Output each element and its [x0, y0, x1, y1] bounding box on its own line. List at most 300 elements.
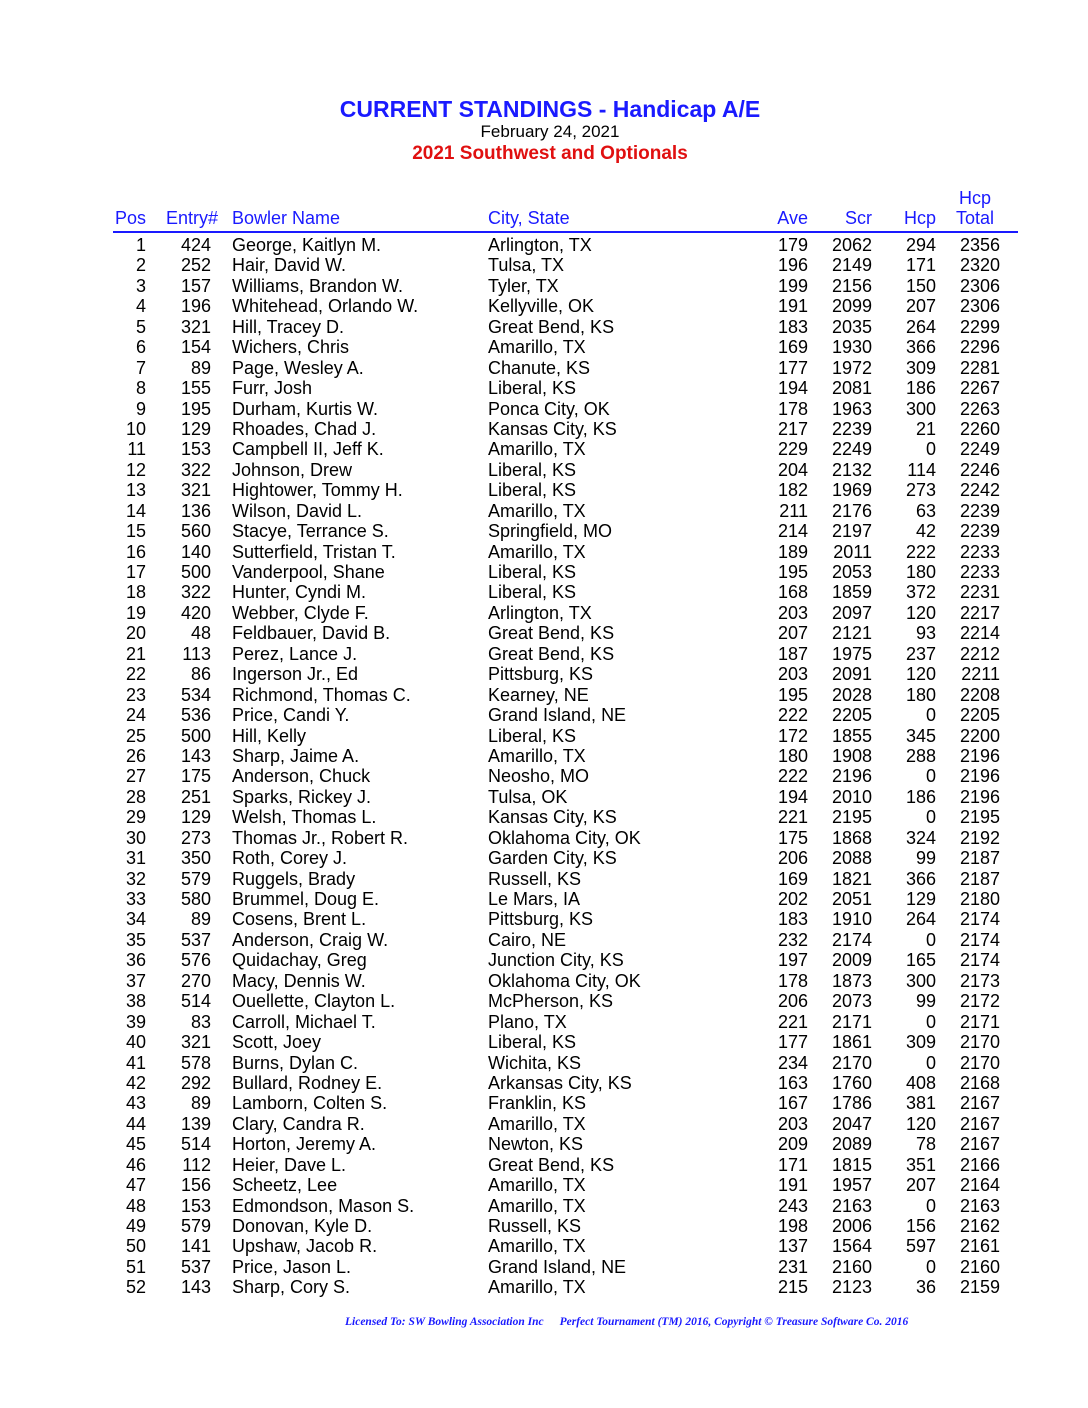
cell-city-state: Amarillo, TX [488, 541, 586, 562]
table-row [0, 705, 1088, 725]
cell-pos: 20 [125, 623, 146, 644]
cell-hcp-total: 2208 [959, 684, 1000, 705]
cell-city-state: Great Bend, KS [488, 623, 615, 644]
cell-pos: 26 [125, 745, 146, 766]
cell-handicap: 120 [905, 602, 936, 623]
cell-average: 206 [777, 848, 808, 869]
cell-pos: 35 [125, 929, 146, 950]
table-row [0, 317, 1088, 337]
cell-entry: 48 [190, 623, 211, 644]
cell-bowler-name: Quidachay, Greg [232, 950, 367, 971]
cell-scratch: 2073 [831, 991, 872, 1012]
table-row [0, 787, 1088, 807]
table-row [0, 991, 1088, 1011]
cell-bowler-name: Cosens, Brent L. [232, 909, 367, 930]
cell-entry: 321 [180, 316, 211, 337]
cell-city-state: Pittsburg, KS [488, 664, 594, 685]
table-row [0, 1236, 1088, 1256]
footer [345, 1316, 1045, 1328]
cell-average: 168 [777, 582, 808, 603]
cell-entry: 140 [180, 541, 211, 562]
cell-pos: 40 [125, 1032, 146, 1053]
cell-entry: 292 [180, 1072, 211, 1093]
cell-city-state: Amarillo, TX [488, 1277, 586, 1298]
cell-bowler-name: Hunter, Cyndi M. [232, 582, 367, 603]
table-row [0, 889, 1088, 909]
cell-handicap: 207 [905, 1175, 936, 1196]
cell-hcp-total: 2168 [959, 1072, 1000, 1093]
cell-city-state: Chanute, KS [488, 357, 591, 378]
cell-handicap: 222 [905, 541, 936, 562]
cell-city-state: Tulsa, OK [488, 786, 568, 807]
tournament-name: 2021 Southwest and Optionals [412, 143, 688, 164]
cell-hcp-total: 2249 [959, 439, 1000, 460]
table-row [0, 562, 1088, 582]
cell-average: 177 [777, 357, 808, 378]
col-header-city: City, State [488, 208, 570, 228]
cell-city-state: Kearney, NE [488, 684, 589, 705]
cell-average: 222 [777, 705, 808, 726]
col-header-total-top: Hcp [959, 188, 992, 208]
cell-bowler-name: Williams, Brandon W. [232, 275, 404, 296]
cell-hcp-total: 2164 [959, 1175, 1000, 1196]
cell-entry: 514 [180, 1134, 211, 1155]
cell-handicap: 0 [925, 766, 936, 787]
cell-city-state: Great Bend, KS [488, 316, 615, 337]
cell-hcp-total: 2306 [959, 296, 1000, 317]
table-row [0, 337, 1088, 357]
cell-average: 167 [777, 1093, 808, 1114]
cell-bowler-name: Sutterfield, Tristan T. [232, 541, 396, 562]
cell-scratch: 2028 [831, 684, 872, 705]
table-row [0, 1134, 1088, 1154]
cell-city-state: Liberal, KS [488, 480, 577, 501]
cell-pos: 39 [125, 1011, 146, 1032]
cell-city-state: Springfield, MO [488, 521, 613, 542]
cell-bowler-name: Sharp, Jaime A. [232, 745, 360, 766]
cell-city-state: Garden City, KS [488, 848, 617, 869]
cell-hcp-total: 2246 [959, 459, 1000, 480]
cell-pos: 30 [125, 827, 146, 848]
cell-handicap: 0 [925, 1256, 936, 1277]
cell-average: 178 [777, 970, 808, 991]
cell-bowler-name: Price, Jason L. [232, 1256, 352, 1277]
cell-handicap: 237 [905, 643, 936, 664]
cell-pos: 36 [125, 950, 146, 971]
cell-average: 177 [777, 1032, 808, 1053]
cell-pos: 33 [125, 889, 146, 909]
table-row [0, 685, 1088, 705]
cell-handicap: 99 [915, 991, 936, 1012]
cell-hcp-total: 2296 [959, 337, 1000, 358]
cell-handicap: 0 [925, 807, 936, 828]
table-row [0, 848, 1088, 868]
cell-pos: 37 [125, 970, 146, 991]
cell-city-state: Wichita, KS [488, 1052, 582, 1073]
cell-bowler-name: Webber, Clyde F. [232, 602, 369, 623]
table-row [0, 235, 1088, 255]
cell-pos: 25 [125, 725, 146, 746]
table-row [0, 582, 1088, 602]
cell-average: 221 [777, 807, 808, 828]
cell-hcp-total: 2205 [959, 705, 1000, 726]
cell-hcp-total: 2166 [959, 1154, 1000, 1175]
cell-entry: 129 [180, 418, 211, 439]
cell-scratch: 2163 [831, 1195, 872, 1216]
cell-handicap: 288 [905, 745, 936, 766]
cell-hcp-total: 2159 [959, 1277, 1000, 1298]
cell-entry: 153 [180, 439, 211, 460]
cell-pos: 14 [125, 500, 146, 521]
cell-scratch: 2089 [831, 1134, 872, 1155]
cell-bowler-name: Roth, Corey J. [232, 848, 348, 869]
cell-average: 206 [777, 991, 808, 1012]
cell-scratch: 1821 [831, 868, 872, 889]
table-row [0, 623, 1088, 643]
cell-entry: 89 [190, 357, 211, 378]
cell-city-state: Amarillo, TX [488, 439, 586, 460]
cell-hcp-total: 2163 [959, 1195, 1000, 1216]
cell-entry: 536 [180, 705, 211, 726]
cell-hcp-total: 2174 [959, 950, 1000, 971]
cell-handicap: 300 [905, 970, 936, 991]
cell-hcp-total: 2320 [959, 255, 1000, 276]
cell-handicap: 597 [905, 1236, 936, 1257]
cell-scratch: 2009 [831, 950, 872, 971]
cell-pos: 42 [125, 1072, 146, 1093]
cell-bowler-name: Feldbauer, David B. [232, 623, 391, 644]
cell-entry: 350 [180, 848, 211, 869]
cell-scratch: 1760 [831, 1072, 872, 1093]
cell-average: 211 [779, 500, 808, 521]
cell-pos: 52 [125, 1277, 146, 1298]
cell-scratch: 2121 [831, 623, 872, 644]
cell-entry: 273 [180, 827, 211, 848]
cell-pos: 11 [127, 439, 146, 460]
cell-bowler-name: Page, Wesley A. [232, 357, 364, 378]
footer-copyright: Perfect Tournament (TM) 2016, Copyright © Treasure Software Co. 2016 [559, 1316, 909, 1328]
cell-hcp-total: 2187 [959, 868, 1000, 889]
cell-scratch: 2123 [831, 1277, 872, 1298]
table-row [0, 971, 1088, 991]
table-row [0, 909, 1088, 929]
cell-city-state: Plano, TX [488, 1011, 567, 1032]
cell-handicap: 156 [905, 1216, 936, 1236]
cell-pos: 49 [125, 1216, 146, 1236]
cell-handicap: 0 [925, 1011, 936, 1032]
cell-bowler-name: Heier, Dave L. [232, 1154, 347, 1175]
cell-bowler-name: Bullard, Rodney E. [232, 1072, 383, 1093]
cell-pos: 46 [125, 1154, 146, 1175]
report-date: February 24, 2021 [480, 122, 620, 141]
cell-scratch: 2249 [831, 439, 872, 460]
cell-bowler-name: Wilson, David L. [232, 500, 363, 521]
cell-entry: 251 [180, 786, 211, 807]
cell-handicap: 381 [905, 1093, 936, 1114]
cell-average: 189 [777, 541, 808, 562]
cell-entry: 156 [180, 1175, 211, 1196]
cell-scratch: 2239 [831, 418, 872, 439]
cell-pos: 31 [125, 848, 146, 869]
col-header-ave: Ave [777, 208, 808, 228]
cell-bowler-name: Lamborn, Colten S. [232, 1093, 388, 1114]
cell-bowler-name: Wichers, Chris [232, 337, 350, 358]
cell-pos: 50 [125, 1236, 146, 1257]
cell-average: 195 [777, 562, 808, 582]
table-row [0, 1093, 1088, 1113]
cell-bowler-name: Brummel, Doug E. [232, 889, 380, 909]
cell-city-state: Oklahoma City, OK [488, 827, 641, 848]
cell-bowler-name: Edmondson, Mason S. [232, 1195, 415, 1216]
cell-scratch: 2196 [831, 766, 872, 787]
table-row [0, 460, 1088, 480]
table-row [0, 419, 1088, 439]
cell-city-state: Arkansas City, KS [488, 1072, 632, 1093]
cell-bowler-name: Horton, Jeremy A. [232, 1134, 377, 1155]
cell-entry: 500 [180, 562, 211, 582]
table-row [0, 276, 1088, 296]
cell-scratch: 2097 [831, 602, 872, 623]
cell-hcp-total: 2233 [959, 541, 1000, 562]
cell-entry: 153 [180, 1195, 211, 1216]
cell-pos: 17 [125, 562, 146, 582]
cell-pos: 38 [125, 991, 146, 1012]
cell-bowler-name: Scott, Joey [232, 1032, 322, 1053]
cell-handicap: 366 [905, 337, 936, 358]
cell-average: 195 [777, 684, 808, 705]
cell-scratch: 2011 [833, 541, 872, 562]
header-divider [113, 231, 1018, 233]
cell-hcp-total: 2174 [959, 909, 1000, 930]
cell-average: 232 [777, 929, 808, 950]
cell-hcp-total: 2172 [959, 991, 1000, 1012]
cell-handicap: 408 [905, 1072, 936, 1093]
table-row [0, 1257, 1088, 1277]
cell-handicap: 120 [905, 664, 936, 685]
cell-handicap: 93 [915, 623, 936, 644]
cell-pos: 7 [135, 357, 146, 378]
cell-hcp-total: 2239 [959, 500, 1000, 521]
cell-handicap: 186 [905, 786, 936, 807]
cell-scratch: 1868 [831, 827, 872, 848]
cell-city-state: Amarillo, TX [488, 1175, 586, 1196]
cell-handicap: 186 [905, 378, 936, 399]
cell-hcp-total: 2212 [959, 643, 1000, 664]
cell-hcp-total: 2281 [959, 357, 1000, 378]
table-row [0, 746, 1088, 766]
cell-handicap: 99 [915, 848, 936, 869]
cell-bowler-name: Sharp, Cory S. [232, 1277, 351, 1298]
cell-city-state: Amarillo, TX [488, 1195, 586, 1216]
cell-city-state: Oklahoma City, OK [488, 970, 641, 991]
cell-handicap: 165 [905, 950, 936, 971]
cell-average: 221 [777, 1011, 808, 1032]
cell-average: 187 [777, 643, 808, 664]
cell-pos: 44 [125, 1113, 146, 1134]
cell-city-state: Amarillo, TX [488, 500, 586, 521]
cell-scratch: 1855 [831, 725, 872, 746]
table-row [0, 501, 1088, 521]
cell-pos: 8 [135, 378, 146, 399]
cell-average: 197 [777, 950, 808, 971]
cell-city-state: McPherson, KS [488, 991, 614, 1012]
cell-bowler-name: Perez, Lance J. [232, 643, 358, 664]
cell-handicap: 366 [905, 868, 936, 889]
table-row [0, 480, 1088, 500]
cell-entry: 143 [180, 745, 211, 766]
cell-average: 202 [777, 889, 808, 909]
cell-handicap: 0 [925, 439, 936, 460]
cell-hcp-total: 2167 [959, 1093, 1000, 1114]
cell-scratch: 1873 [831, 970, 872, 991]
cell-average: 172 [777, 725, 808, 746]
cell-bowler-name: Ouellette, Clayton L. [232, 991, 396, 1012]
cell-scratch: 1975 [831, 643, 872, 664]
cell-entry: 537 [180, 929, 211, 950]
cell-handicap: 0 [925, 1052, 936, 1073]
cell-hcp-total: 2174 [959, 929, 1000, 950]
cell-average: 180 [777, 745, 808, 766]
cell-bowler-name: Rhoades, Chad J. [232, 418, 377, 439]
cell-scratch: 2205 [831, 705, 872, 726]
cell-pos: 9 [135, 398, 146, 419]
cell-scratch: 1908 [831, 745, 872, 766]
table-row [0, 378, 1088, 398]
cell-bowler-name: George, Kaitlyn M. [232, 235, 382, 255]
cell-city-state: Grand Island, NE [488, 705, 627, 726]
table-row [0, 1277, 1088, 1297]
cell-hcp-total: 2267 [959, 378, 1000, 399]
cell-handicap: 300 [905, 398, 936, 419]
cell-pos: 51 [125, 1256, 146, 1277]
cell-entry: 576 [180, 950, 211, 971]
cell-hcp-total: 2242 [959, 480, 1000, 501]
cell-pos: 10 [125, 418, 146, 439]
cell-scratch: 2156 [831, 275, 872, 296]
cell-hcp-total: 2217 [959, 602, 1000, 623]
cell-scratch: 1972 [831, 357, 872, 378]
cell-handicap: 36 [915, 1277, 936, 1298]
cell-handicap: 0 [925, 1195, 936, 1216]
cell-pos: 48 [125, 1195, 146, 1216]
cell-scratch: 2195 [831, 807, 872, 828]
cell-average: 179 [777, 235, 808, 255]
table-row [0, 603, 1088, 623]
cell-pos: 29 [125, 807, 146, 828]
cell-city-state: Junction City, KS [488, 950, 624, 971]
cell-entry: 83 [190, 1011, 211, 1032]
cell-bowler-name: Macy, Dennis W. [232, 970, 366, 991]
cell-scratch: 1957 [831, 1175, 872, 1196]
cell-handicap: 42 [915, 521, 936, 542]
cell-bowler-name: Campbell II, Jeff K. [232, 439, 384, 460]
cell-scratch: 2174 [831, 929, 872, 950]
cell-handicap: 180 [905, 562, 936, 582]
cell-average: 198 [777, 1216, 808, 1236]
cell-handicap: 63 [915, 500, 936, 521]
table-row [0, 1155, 1088, 1175]
cell-scratch: 2160 [831, 1256, 872, 1277]
col-header-entry: Entry# [166, 208, 219, 228]
cell-average: 243 [777, 1195, 808, 1216]
cell-entry: 195 [180, 398, 211, 419]
cell-entry: 86 [190, 664, 211, 685]
cell-handicap: 264 [905, 909, 936, 930]
cell-average: 214 [777, 521, 808, 542]
cell-scratch: 2171 [831, 1011, 872, 1032]
col-header-name: Bowler Name [232, 208, 341, 228]
cell-hcp-total: 2299 [959, 316, 1000, 337]
cell-entry: 560 [180, 521, 211, 542]
cell-bowler-name: Burns, Dylan C. [232, 1052, 359, 1073]
cell-scratch: 1930 [831, 337, 872, 358]
cell-pos: 47 [125, 1175, 146, 1196]
cell-scratch: 2099 [831, 296, 872, 317]
cell-average: 196 [777, 255, 808, 276]
cell-handicap: 294 [905, 235, 936, 255]
col-header-total: Total [956, 208, 995, 228]
cell-handicap: 180 [905, 684, 936, 705]
cell-bowler-name: Vanderpool, Shane [232, 562, 385, 582]
table-row [0, 296, 1088, 316]
cell-entry: 252 [180, 255, 211, 276]
cell-entry: 113 [182, 643, 211, 664]
cell-hcp-total: 2192 [959, 827, 1000, 848]
table-row [0, 664, 1088, 684]
cell-hcp-total: 2171 [959, 1011, 1000, 1032]
cell-entry: 136 [180, 500, 211, 521]
cell-city-state: Tyler, TX [488, 275, 559, 296]
cell-entry: 175 [180, 766, 211, 787]
cell-hcp-total: 2167 [959, 1113, 1000, 1134]
cell-bowler-name: Furr, Josh [232, 378, 313, 399]
cell-hcp-total: 2187 [959, 848, 1000, 869]
table-row [0, 930, 1088, 950]
cell-average: 169 [777, 337, 808, 358]
cell-city-state: Russell, KS [488, 868, 582, 889]
cell-pos: 3 [135, 275, 146, 296]
cell-entry: 579 [180, 1216, 211, 1236]
cell-city-state: Neosho, MO [488, 766, 590, 787]
cell-city-state: Liberal, KS [488, 725, 577, 746]
cell-pos: 6 [135, 337, 146, 358]
cell-pos: 2 [135, 255, 146, 276]
cell-handicap: 171 [905, 255, 936, 276]
cell-handicap: 78 [915, 1134, 936, 1155]
cell-scratch: 2051 [831, 889, 872, 909]
cell-pos: 4 [135, 296, 146, 317]
cell-city-state: Cairo, NE [488, 929, 567, 950]
cell-city-state: Arlington, TX [488, 602, 592, 623]
cell-city-state: Russell, KS [488, 1216, 582, 1236]
cell-handicap: 0 [925, 929, 936, 950]
cell-average: 163 [777, 1072, 808, 1093]
cell-average: 203 [777, 664, 808, 685]
cell-hcp-total: 2160 [959, 1256, 1000, 1277]
cell-hcp-total: 2233 [959, 562, 1000, 582]
cell-hcp-total: 2170 [959, 1032, 1000, 1053]
cell-hcp-total: 2167 [959, 1134, 1000, 1155]
cell-pos: 24 [125, 705, 146, 726]
cell-entry: 500 [180, 725, 211, 746]
cell-bowler-name: Anderson, Craig W. [232, 929, 389, 950]
cell-scratch: 2197 [831, 521, 872, 542]
cell-hcp-total: 2211 [961, 664, 1000, 685]
cell-entry: 534 [180, 684, 211, 705]
cell-bowler-name: Clary, Candra R. [232, 1113, 365, 1134]
cell-bowler-name: Carroll, Michael T. [232, 1011, 376, 1032]
cell-average: 137 [777, 1236, 808, 1257]
